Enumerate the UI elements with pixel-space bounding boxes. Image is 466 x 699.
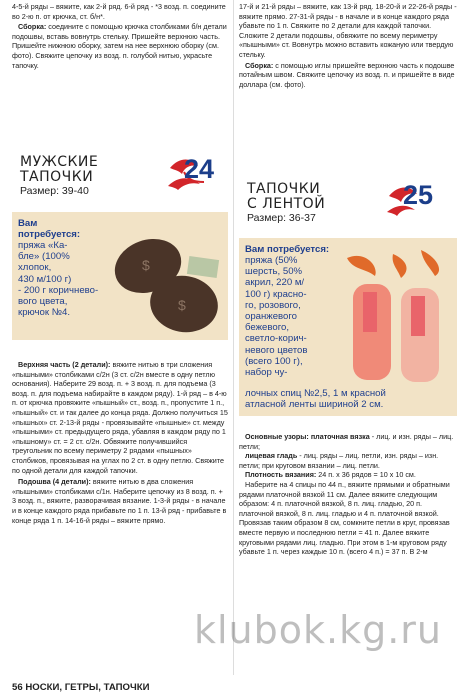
assembly-label: Сборка: [18, 22, 47, 32]
section24-body [12, 360, 228, 525]
req25-line: акрил, 220 м/ [245, 277, 305, 289]
section24-requirements-box [12, 212, 228, 340]
instructions-paragraph: Наберите на 4 спицы по 44 п., вяжите прямыми и обратными рядами платочной вязкой 11 см. Далее вяжите следующим образом: 4 п. платочной вязкой, 8 п. лиц. гладью, 20 п. платочной вязкой, 8 п. лиц. гладью и 4 п. платочной вязкой. Провязав таким образом 8 см, сомкните петли в круг, провязав вместе первую и последнюю петли = 41 п. Далее вяжите круговыми рядами лиц. гладью. При этом в 1-м круговом ряду убавьте 1 п. через каждые 10 п. (всего 4 п.) = 37 п. В 2-м [239, 479, 450, 557]
svg-text:$: $ [178, 297, 186, 313]
section25-title-line1: ТАПОЧКИ [247, 181, 321, 197]
left-assembly-paragraph [12, 22, 228, 70]
section25-title-line2: С ЛЕНТОЙ [247, 196, 326, 212]
page-footer [12, 682, 149, 693]
red-ribbon-slippers-photo [335, 248, 455, 386]
req25-line: бежевого, [245, 322, 289, 334]
density-text: 24 п. х 36 рядов = 10 х 10 см. [316, 470, 416, 480]
right-assembly-paragraph [239, 61, 457, 90]
brown-slippers-photo [104, 220, 226, 336]
stockinette-label: лицевая гладь [245, 451, 298, 461]
upper-part-text: вяжите нитью в три сложения «пышными» столбиками с/2н (3 ст. с/2н вместе в одну петлю основания). Наберите 29 возд. п. + 3 возд. п. для подъема (3 возд. п. для подъема набирайте в каждом ряду). 1-й ряд – в 4-ю п. от крючка провяжите «пышный» ст., возд. п., пропустите 1 п., «пышный» ст. и так далее до конца ряда. Должно получиться 15 «пышных» ст. 2-13-й ряды - провязывайте «пышные» ст. между «пышными» ст. предыдущего ряда, убавляя в каждом ряду по 1 «пышному» ст. = 2 ст. с/2н. Обвяжите получившийся треугольник по всему периметру 2 рядами «пышных» столбиков, провязывая на углах по 2 ст. в одну петлю. Свяжите по одной детали для каждой тапочки. [12, 360, 228, 475]
req25-line: невого цветов [245, 344, 308, 356]
req24-line: вого цвета, [18, 296, 68, 308]
req24-title: Вам потребуется: [18, 218, 81, 240]
section24-size: Размер: 39-40 [20, 185, 89, 197]
column-divider [233, 0, 234, 675]
req25-line: пряжа (50% [245, 255, 298, 266]
req25-line: лочных спиц №2,5, 1 м красной [245, 388, 386, 399]
watermark: klubok.kg.ru [193, 608, 442, 652]
patterns-label: Основные узоры: платочная вязка [245, 432, 370, 441]
req25-line: 100 г) красно- [245, 288, 307, 300]
req25-line: оранжевого [245, 311, 298, 323]
req25-line: набор чу- [245, 367, 288, 379]
footer-title: НОСКИ, ГЕТРЫ, ТАПОЧКИ [25, 682, 150, 693]
section25-requirements-box [239, 238, 457, 416]
req25-title: Вам потребуется: [245, 244, 330, 255]
page-number: 56 [12, 682, 23, 693]
assembly-text: с помощью иглы пришейте верхнюю часть к подошве потайным швом. Свяжите цепочку из возд. п. и пришейте в виде доллара (см. фото). [239, 60, 455, 89]
svg-text:$: $ [142, 257, 150, 273]
req24-line: 430 м/100 г) [18, 273, 72, 285]
req25-line: го, розового, [245, 299, 301, 311]
density-label: Плотность вязания: [245, 470, 317, 480]
req24-line: пряжа «Ка- [18, 240, 68, 251]
section24-number: 24 [184, 154, 215, 184]
sole-label: Подошва (4 детали): [18, 477, 91, 487]
sole-paragraph [12, 477, 228, 525]
section25-header [247, 182, 397, 225]
req25-line: светло-корич- [245, 333, 307, 345]
section25-size: Размер: 36-37 [247, 212, 316, 224]
assembly-label: Сборка: [245, 60, 274, 70]
req24-line: - 200 г коричнево- [18, 284, 99, 296]
upper-part-label: Верхняя часть (2 детали): [18, 360, 111, 369]
section24-title-line2: ТАПОЧКИ [20, 169, 94, 185]
req24-line: бле» (100% [18, 251, 70, 263]
density-paragraph [239, 470, 457, 480]
sole-text: вяжите нитью в два сложения «пышными» столбиками с/1н. Наберите цепочку из 8 возд. п. + 3 возд. п., вяжите, разворачивая вязание. 1-3-й ряды - в начале и в конце каждого ряда прибавьте по 1 п. 13-й ряд - прибавьте в конце ряда 1 п. 14-16-й ряды – вяжите прямо. [12, 477, 227, 525]
stockinette-text: - лиц. ряды – лиц. петли, изн. ряды – изн. петли; при круговом вязании – лиц. петли. [239, 451, 439, 470]
req25-line: шерсть, 50% [245, 266, 303, 278]
assembly-text: соедините с помощью крючка столбиками б/н детали подошвы, вставь вовнутрь стельку. Пришейте верхнюю часть. Пришейте нижнюю оборку, затем на нее верхнюю оборку (см. фото). Свяжите цепочку из возд. п. голубой нитью, украсьте тапочку. [12, 22, 227, 70]
stockinette-paragraph [239, 451, 457, 470]
section25-number: 25 [403, 180, 434, 210]
section25-body [239, 432, 457, 557]
req25-line: атласной ленты шириной 2 см. [245, 399, 384, 411]
left-intro-text: 4-5-й ряды – вяжите, как 2-й ряд. 6-й ряд - *3 возд. п. соедините во 2-ю п. от крючка, ст. б/н*. [12, 2, 226, 21]
right-intro-text: 17-й и 21-й ряды – вяжите, как 13-й ряд. 18-20-й и 22-26-й ряды - вяжите прямо. 27-31-й ряды - в начале и в конце каждого ряда убавьте по 1 п. Свяжите по 2 детали для каждой тапочки. Сложите 2 детали подошвы, обвяжите по всему периметру «пышными» ст. Вовнутрь можно вставить кожаную или твердую стельку. [239, 2, 457, 59]
section24-header [20, 155, 170, 198]
req25-line: (всего 100 г), [245, 355, 303, 367]
patterns-text: - лиц. и изн. ряды – лиц. петли; [239, 432, 454, 451]
patterns-paragraph [239, 432, 457, 451]
req24-line: хлопок, [18, 262, 52, 274]
req24-line: крючок №4. [18, 307, 71, 319]
section24-title-line1: МУЖСКИЕ [20, 154, 99, 170]
upper-part-paragraph [12, 360, 228, 475]
